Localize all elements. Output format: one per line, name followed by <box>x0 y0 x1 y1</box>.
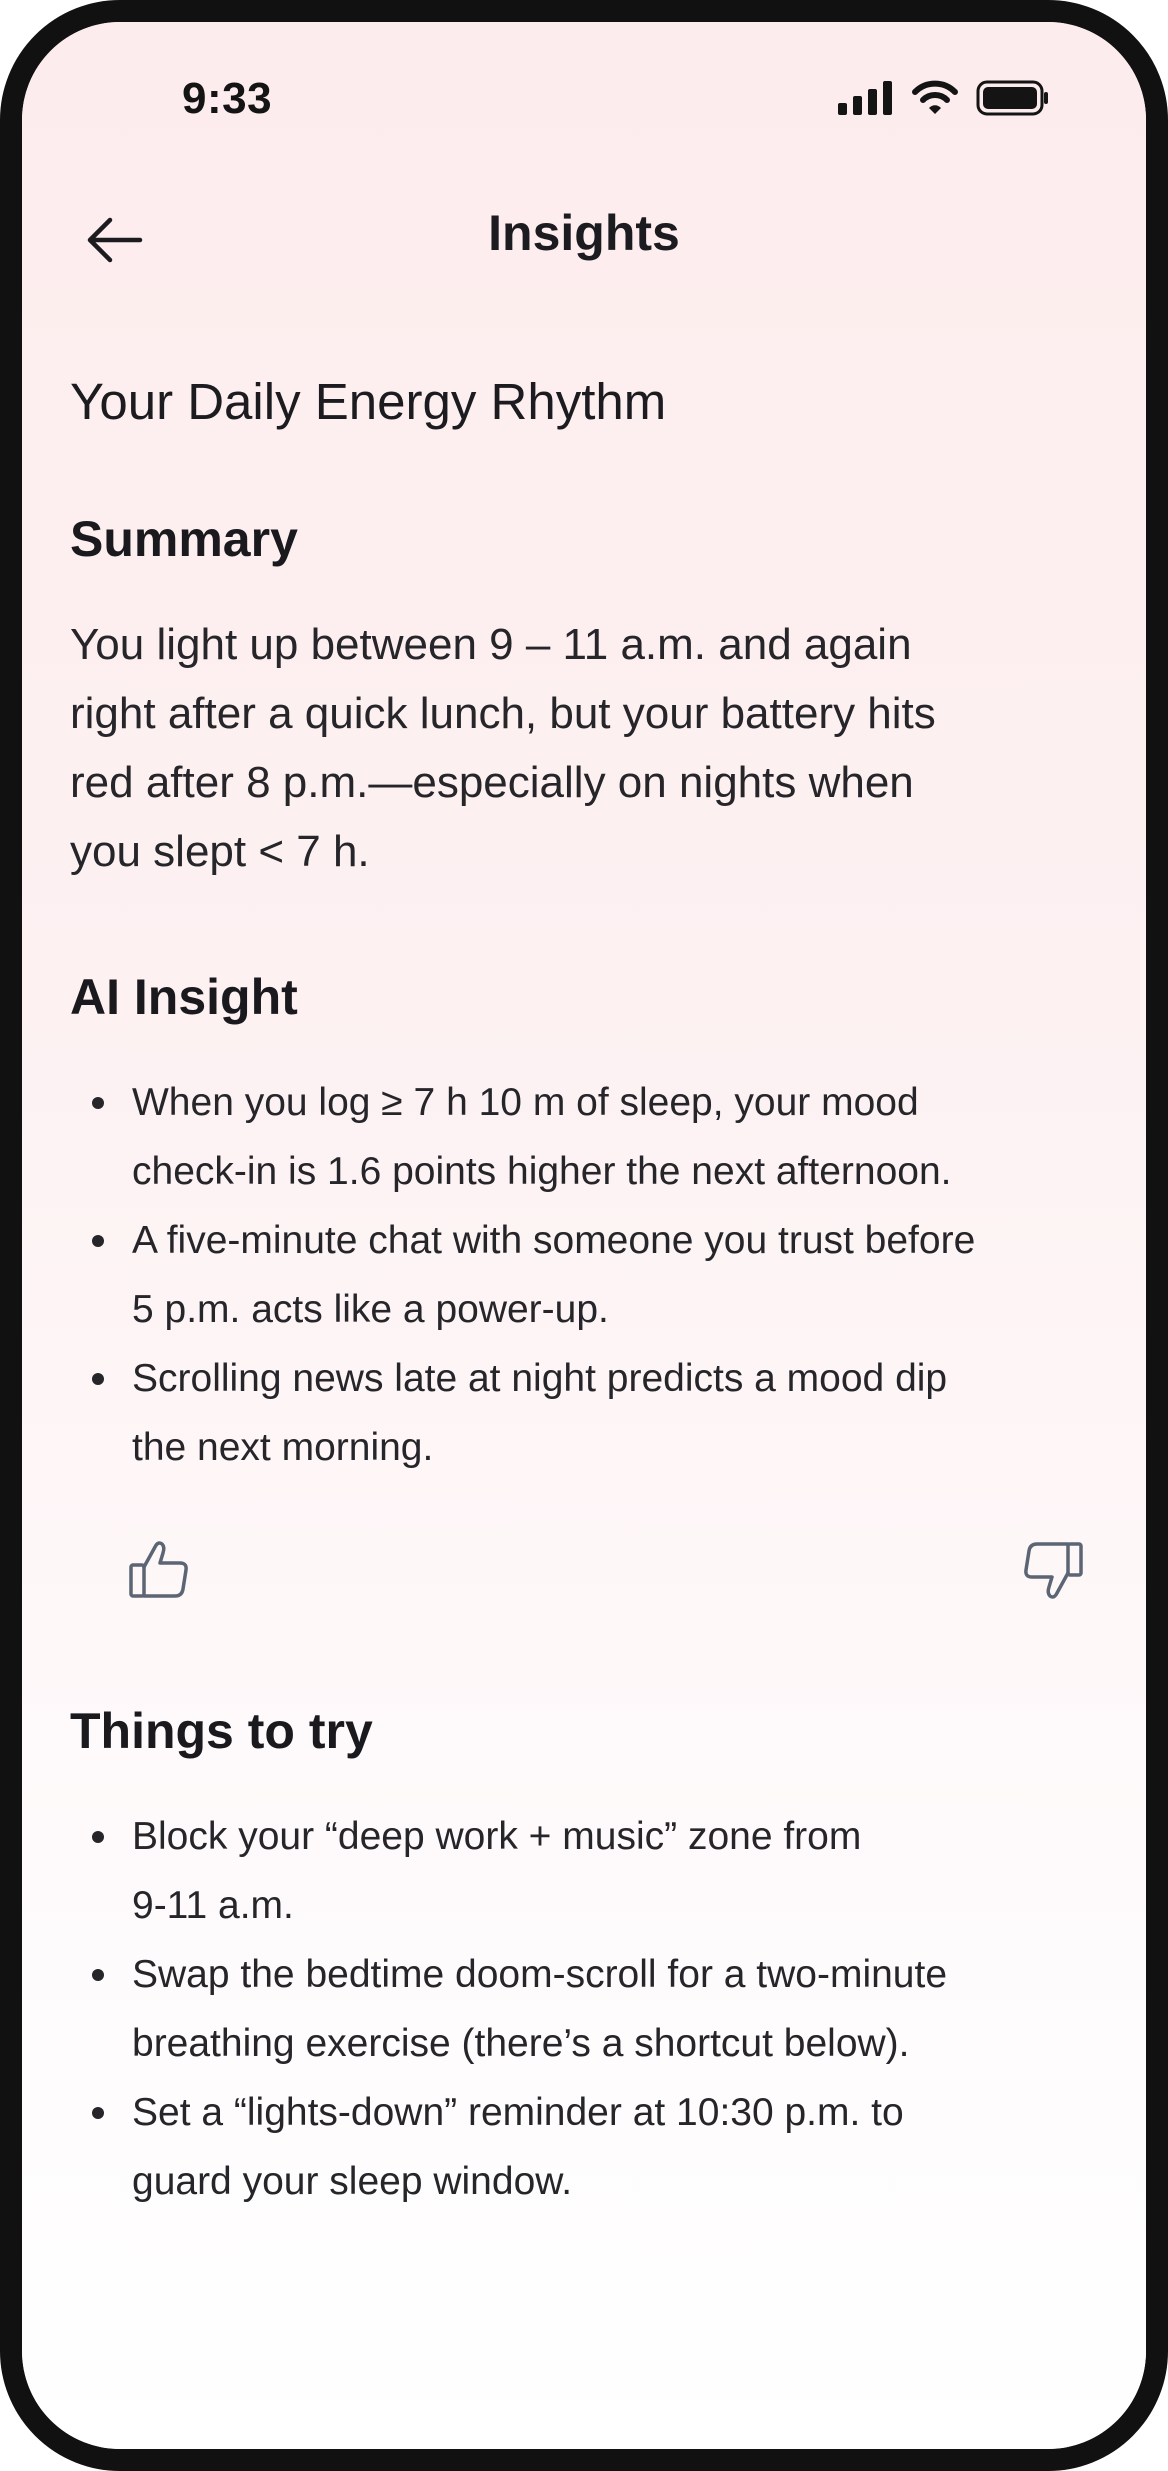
list-item-line: the next morning. <box>132 1426 434 1469</box>
list-item-line: breathing exercise (there’s a shortcut below). <box>132 2022 910 2065</box>
summary-line: red after 8 p.m.—especially on nights when <box>70 758 914 807</box>
summary-heading: Summary <box>70 511 298 567</box>
battery-icon <box>976 80 1050 121</box>
things-to-try-list <box>70 1802 1130 2216</box>
ai-insight-list <box>70 1068 1130 1482</box>
screen <box>22 22 1146 2449</box>
summary-line: right after a quick lunch, but your battery hits <box>70 689 936 738</box>
list-item <box>70 1068 1130 1206</box>
list-item-line: A five-minute chat with someone you trust before <box>132 1219 976 1262</box>
things-to-try-heading: Things to try <box>70 1703 373 1759</box>
page-title: Your Daily Energy Rhythm <box>70 373 667 430</box>
like-button[interactable] <box>120 1532 200 1612</box>
list-item <box>70 1206 1130 1344</box>
dislike-button[interactable] <box>1012 1532 1092 1612</box>
list-item-line: Swap the bedtime doom-scroll for a two-minute <box>132 1953 948 1996</box>
wifi-icon <box>912 80 958 121</box>
list-item-line: 5 p.m. acts like a power-up. <box>132 1288 609 1331</box>
status-icons <box>838 80 1050 121</box>
thumbs-down-icon <box>1020 1539 1084 1606</box>
list-item <box>70 1940 1130 2078</box>
thumbs-up-icon <box>128 1539 192 1606</box>
list-item-line: Scrolling news late at night predicts a mood dip <box>132 1357 948 1400</box>
list-item-line: 9-11 a.m. <box>132 1884 294 1927</box>
summary-line: you slept < 7 h. <box>70 827 370 876</box>
summary-text <box>70 610 1110 886</box>
list-item-line: When you log ≥ 7 h 10 m of sleep, your mood <box>132 1081 919 1124</box>
list-item-line: guard your sleep window. <box>132 2160 573 2203</box>
status-bar <box>22 22 1146 142</box>
status-time: 9:33 <box>182 74 273 123</box>
nav-bar <box>22 182 1146 292</box>
list-item <box>70 1344 1130 1482</box>
list-item <box>70 1802 1130 1940</box>
summary-line: You light up between 9 – 11 a.m. and again <box>70 620 912 669</box>
page-header-title: Insights <box>488 205 680 261</box>
list-item-line: Set a “lights-down” reminder at 10:30 p.m. to <box>132 2091 904 2134</box>
list-item-line: Block your “deep work + music” zone from <box>132 1815 862 1858</box>
list-item-line: check-in is 1.6 points higher the next afternoon. <box>132 1150 952 1193</box>
cellular-signal-icon <box>838 81 894 120</box>
ai-insight-heading: AI Insight <box>70 969 298 1025</box>
list-item <box>70 2078 1130 2216</box>
